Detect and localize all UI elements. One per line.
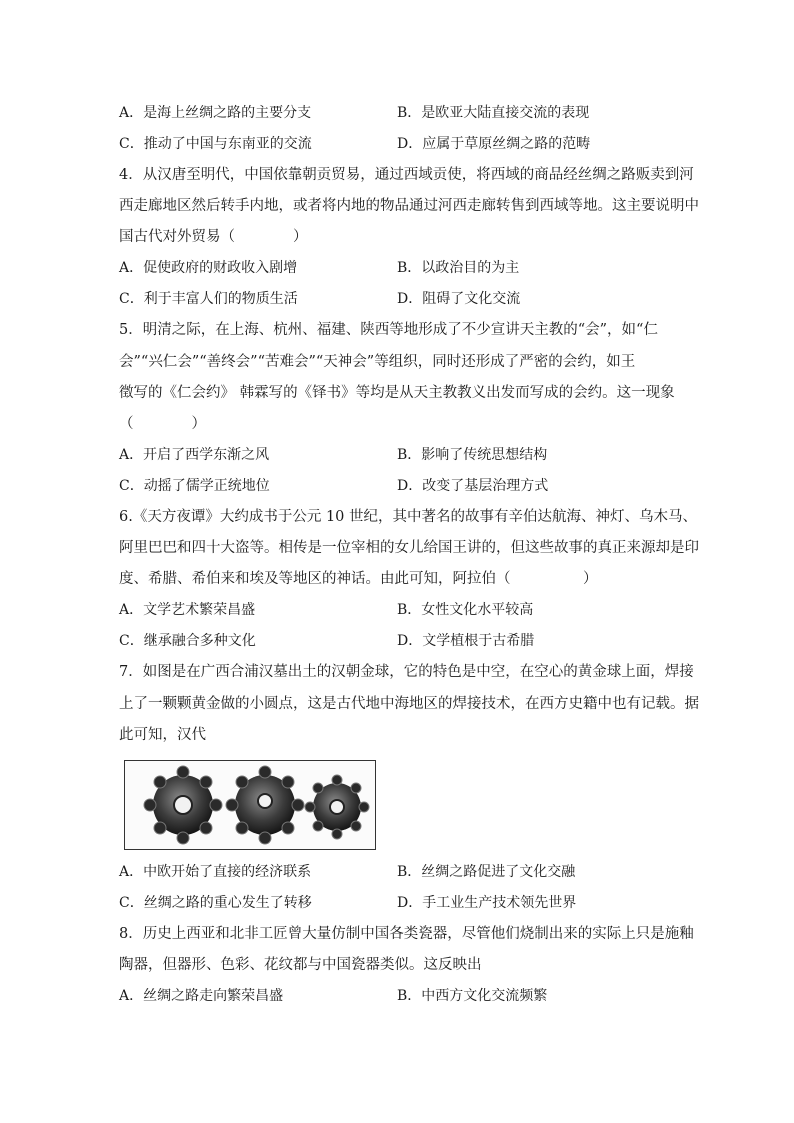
q5-stem-line-2: 会”“兴仁会”“善终会”“苦难会”“天神会”等组织，同时还形成了严密的会约，如王 <box>119 354 636 370</box>
q4-option-a: A．促使政府的财政收入剧增 <box>119 260 298 276</box>
q3-option-c: C．推动了中国与东南亚的交流 <box>119 136 312 152</box>
q3-option-d: D．应属于草原丝绸之路的范畴 <box>397 136 591 152</box>
q4-stem-line-3: 国古代对外贸易（ ） <box>119 229 308 245</box>
q7-stem-line-3: 此可知，汉代 <box>119 727 206 743</box>
q7-stem-line-1: 7．如图是在广西合浦汉墓出土的汉朝金球，它的特色是中空，在空心的黄金球上面，焊接 <box>119 664 694 680</box>
q7-option-a: A．中欧开始了直接的经济联系 <box>119 864 312 880</box>
gold-bead-1 <box>144 766 222 844</box>
q3-option-b: B．是欧亚大陆直接交流的表现 <box>397 105 590 121</box>
q6-stem-line-3: 度、希腊、希伯来和埃及等地区的神话。由此可知，阿拉伯（ ） <box>119 571 598 587</box>
q3-option-a: A．是海上丝绸之路的主要分支 <box>119 105 312 121</box>
q7-option-b: B．丝绸之路促进了文化交融 <box>397 864 576 880</box>
q4-stem-line-2: 西走廊地区然后转手内地，或者将内地的物品通过河西走廊转售到西域等地。这主要说明中 <box>119 198 699 214</box>
q6-stem-line-2: 阿里巴巴和四十大盗等。相传是一位宰相的女儿给国王讲的，但这些故事的真正来源却是印 <box>119 540 699 556</box>
gold-bead-3 <box>305 775 369 839</box>
q7-option-d: D．手工业生产技术领先世界 <box>397 895 577 911</box>
q5-stem-line-4: （ ） <box>119 416 206 432</box>
q5-option-c: C．动摇了儒学正统地位 <box>119 478 270 494</box>
q6-option-b: B．女性文化水平较高 <box>397 602 534 618</box>
q6-option-a: A．文学艺术繁荣昌盛 <box>119 602 256 618</box>
q6-option-d: D．文学植根于古希腊 <box>397 633 535 649</box>
gold-beads-photo <box>124 760 376 850</box>
q4-option-c: C．利于丰富人们的物质生活 <box>119 291 298 307</box>
q4-option-d: D．阻碍了文化交流 <box>397 291 521 307</box>
q8-stem-line-1: 8．历史上西亚和北非工匠曾大量仿制中国各类瓷器，尽管他们烧制出来的实际上只是施釉 <box>119 926 694 942</box>
q7-stem-line-2: 上了一颗颗黄金做的小圆点，这是古代地中海地区的焊接技术，在西方史籍中也有记载。据 <box>119 696 699 712</box>
q8-option-b: B．中西方文化交流频繁 <box>397 988 548 1004</box>
q4-stem-line-1: 4．从汉唐至明代，中国依靠朝贡贸易，通过西域贡使，将西域的商品经丝绸之路贩卖到河 <box>119 167 694 183</box>
q5-option-b: B．影响了传统思想结构 <box>397 447 548 463</box>
q5-stem-line-1: 5．明清之际，在上海、杭州、福建、陕西等地形成了不少宣讲天主教的“会”，如“仁 <box>119 322 658 338</box>
q6-stem-line-1: 6.《天方夜谭》大约成书于公元 10 世纪，其中著名的故事有辛伯达航海、神灯、乌木马、 <box>119 509 697 525</box>
gold-bead-2 <box>226 766 304 844</box>
q8-option-a: A．丝绸之路走向繁荣昌盛 <box>119 988 284 1004</box>
q5-option-a: A．开启了西学东渐之风 <box>119 447 270 463</box>
q7-option-c: C．丝绸之路的重心发生了转移 <box>119 895 312 911</box>
q6-option-c: C．继承融合多种文化 <box>119 633 256 649</box>
q8-stem-line-2: 陶器，但器形、色彩、花纹都与中国瓷器类似。这反映出 <box>119 957 482 973</box>
q5-stem-line-3: 徵写的《仁会约》 韩霖写的《铎书》等均是从天主教教义出发而写成的会约。这一现象 <box>119 385 675 401</box>
q5-option-d: D．改变了基层治理方式 <box>397 478 549 494</box>
gold-beads-illustration <box>125 761 375 849</box>
q4-option-b: B．以政治目的为主 <box>397 260 520 276</box>
